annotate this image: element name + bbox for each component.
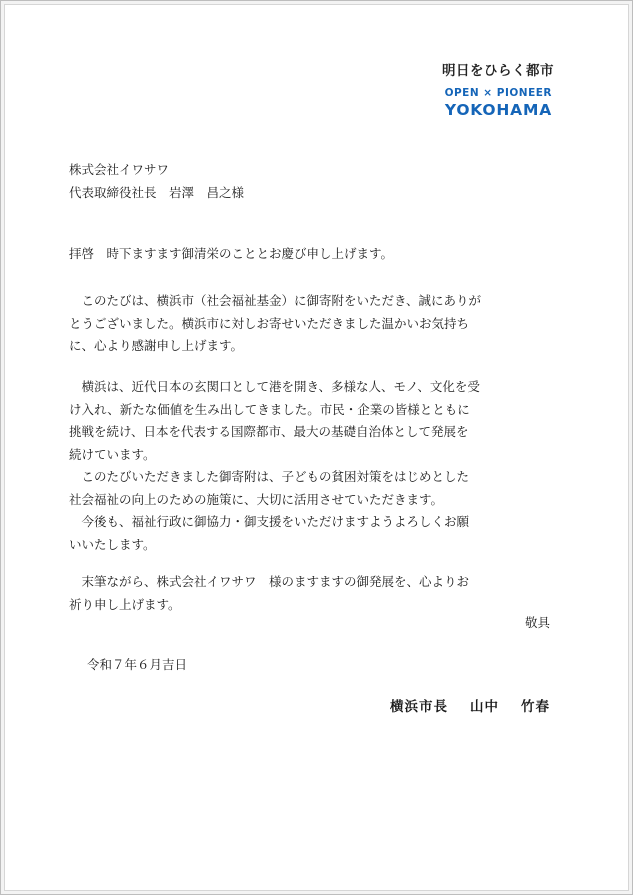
paragraph-yokohama [69,376,559,556]
paragraph-line: 挑戦を続け、日本を代表する国際都市、最大の基礎自治体として発展を [69,424,469,439]
paragraph-line: とうございました。横浜市に対しお寄せいただきました温かいお気持ち [69,315,470,331]
brand-tagline: 明日をひらく都市 [442,63,554,79]
signature [390,696,550,719]
paragraph-line: 社会福祉の向上のための施策に、大切に活用させていただきます。 [69,491,444,507]
signature-given-name: 竹春 [521,699,550,715]
paragraph-line: 今後も、福祉行政に御協力・御支援をいただけますようよろしくお願 [69,514,470,529]
paragraph-closing-wish [69,571,559,616]
greeting: 拝啓 時下ますます御清栄のこととお慶び申し上げます。 [69,246,394,261]
brand-subtitle: OPEN × PIONEER [444,87,552,99]
recipient-company: 株式会社イワサワ [69,162,170,177]
signature-family-name: 山中 [470,699,499,715]
recipient-block [69,159,244,204]
paragraph-line: 末筆ながら、株式会社イワサワ 様のますますの御発展を、心よりお [69,574,470,589]
signature-title: 横浜市長 [390,699,448,715]
paragraph-line: け入れ、新たな価値を生み出してきました。市民・企業の皆様とともに [69,401,470,417]
paragraph-line: 横浜は、近代日本の玄関口として港を開き、多様な人、モノ、文化を受 [69,379,480,394]
paragraph-line: 祈り申し上げます。 [69,596,181,612]
city-brand [402,59,552,119]
paragraph-line: に、心より感謝申し上げます。 [69,338,244,353]
paragraph-thanks [69,290,559,358]
letter-date: 令和７年６月吉日 [87,657,188,672]
brand-city-name: YOKOHAMA [444,101,552,119]
paragraph-line: このたびいただきました御寄附は、子どもの貧困対策をはじめとした [69,469,470,484]
recipient-person: 代表取締役社長 岩澤 昌之様 [69,184,245,200]
paragraph-line: いいたします。 [69,536,156,552]
closing-word: 敬具 [524,615,550,630]
paragraph-line: このたびは、横浜市（社会福祉基金）に御寄附をいただき、誠にありが [69,293,482,308]
paragraph-line: 続けています。 [69,446,156,462]
